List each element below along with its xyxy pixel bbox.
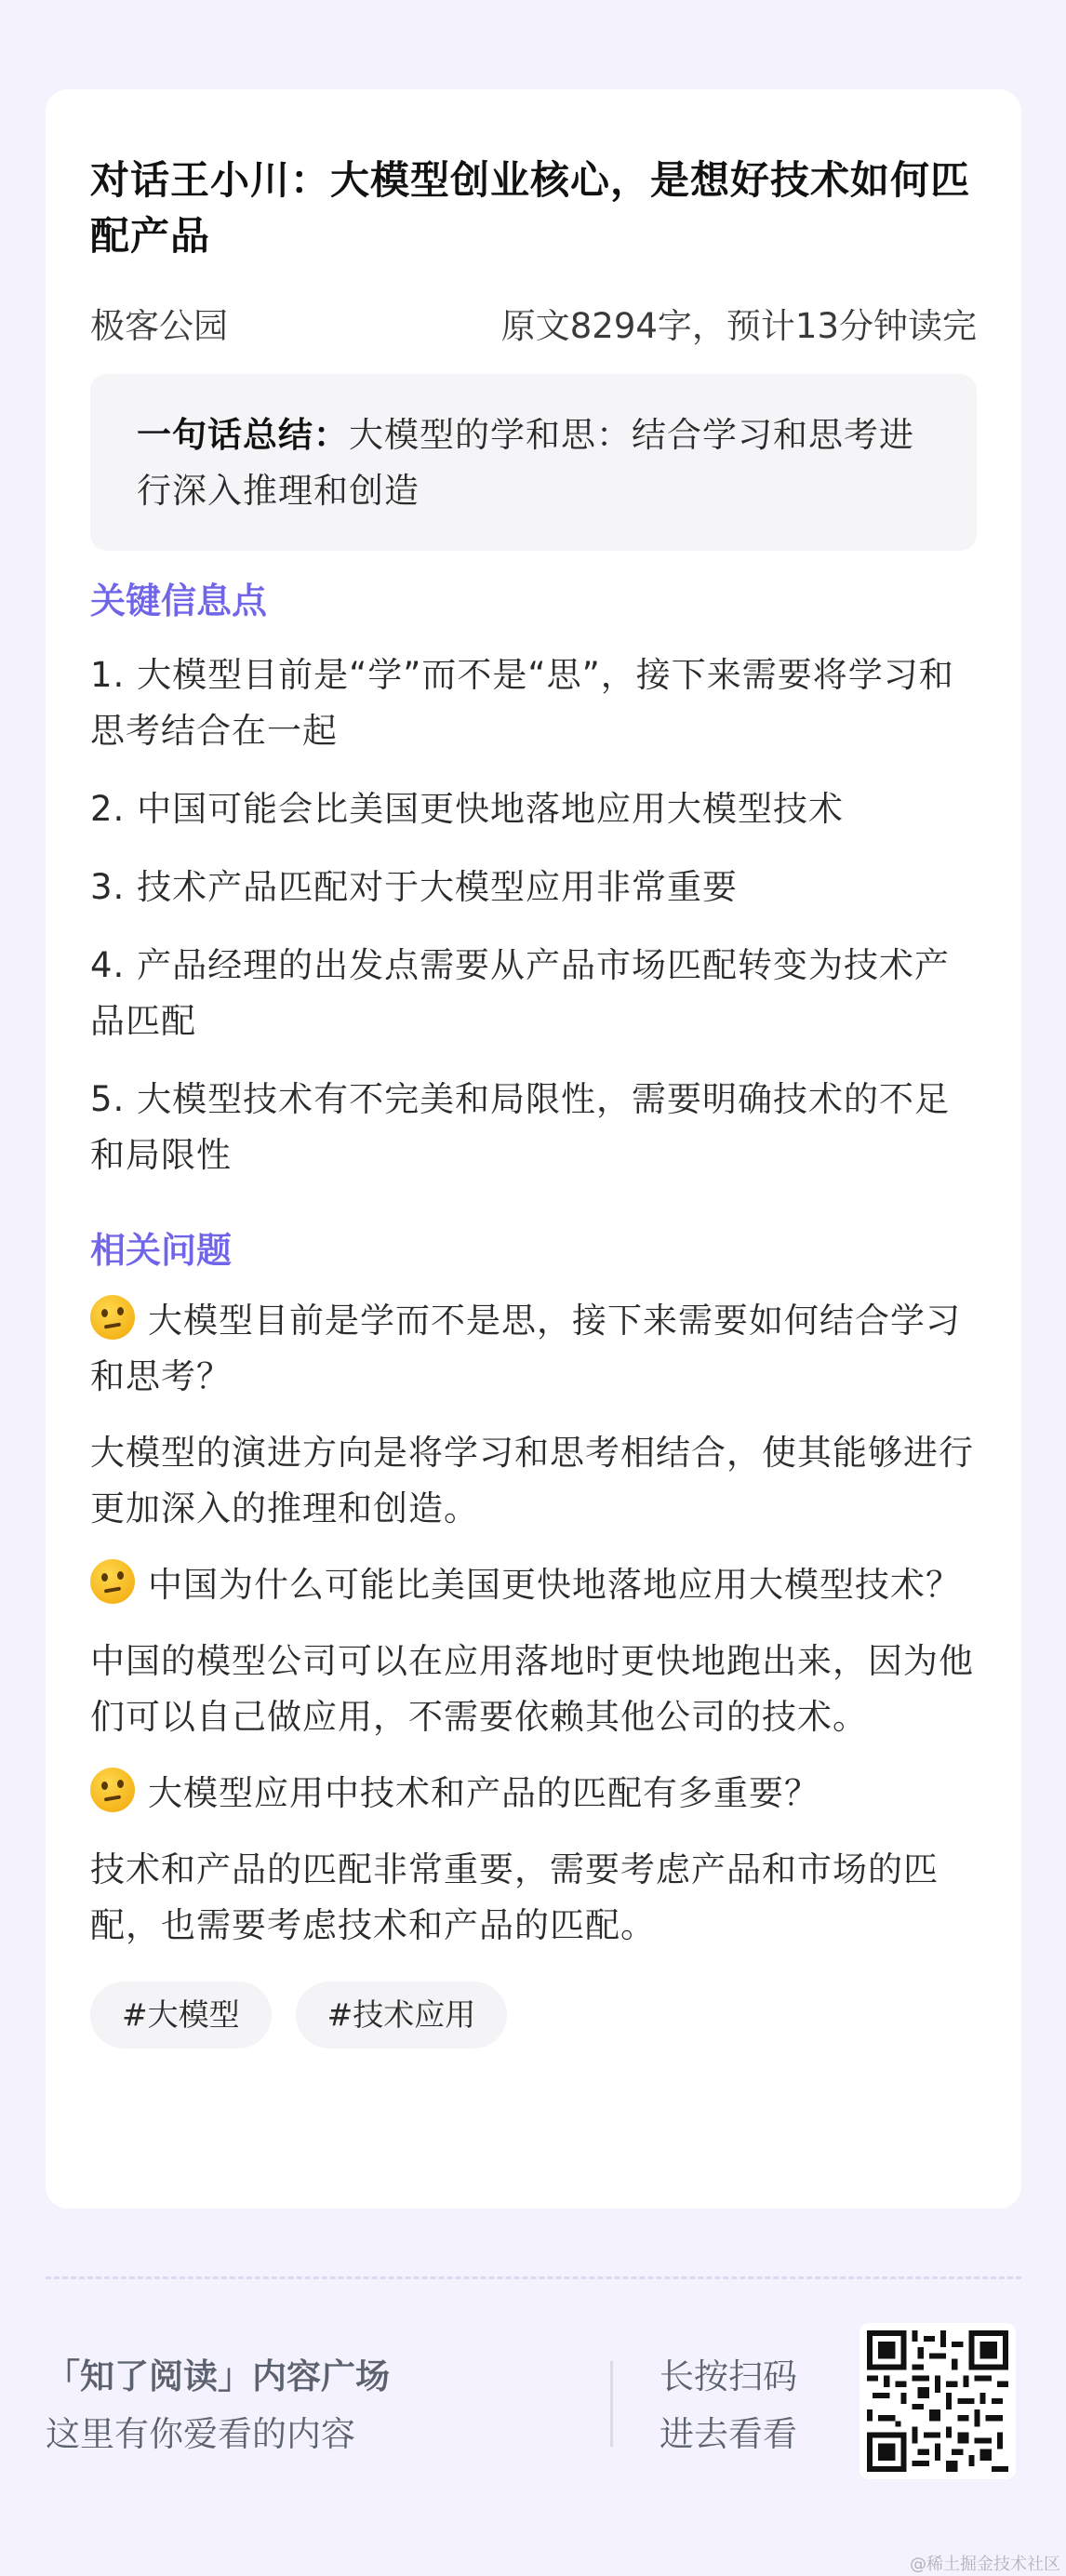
key-point-item: 2. 中国可能会比美国更快地落地应用大模型技术 [90,789,845,829]
key-point-item: 3. 技术产品匹配对于大模型应用非常重要 [90,867,739,907]
question-text: 中国为什么可能比美国更快地落地应用大模型技术？ [148,1565,961,1605]
one-line-summary [90,374,977,551]
question-item[interactable] [90,1766,977,1822]
question-text: 大模型目前是学而不是思，接下来需要如何结合学习和思考？ [90,1301,961,1396]
summary-card [46,89,1021,2209]
dashed-divider [46,2276,1021,2279]
tag-list [90,1982,977,2049]
related-questions-list [90,1293,977,1954]
answer-text: 技术和产品的匹配非常重要，需要考虑产品和市场的匹配，也需要考虑技术和产品的匹配。 [90,1849,939,1945]
watermark: @稀土掘金技术社区 [910,2555,1060,2574]
key-point-item: 1. 大模型目前是“学”而不是“思”，接下来需要将学习和思考结合在一起 [90,655,954,751]
thinking-face-icon [90,1768,135,1812]
tag-chip[interactable]: #技术应用 [296,1982,508,2049]
thinking-face-icon [90,1295,135,1340]
summary-label: 一句话总结： [137,415,349,455]
key-points-list [90,647,977,1183]
scan-hint-line1: 长按扫码 [660,2356,797,2396]
footer-separator [610,2361,613,2447]
scan-hint-line2: 进去看看 [660,2414,797,2454]
footer-brand: 「知了阅读」内容广场 [46,2356,390,2396]
key-point-item: 4. 产品经理的出发点需要从产品市场匹配转变为技术产品匹配 [90,945,951,1041]
key-point-item: 5. 大模型技术有不完美和局限性，需要明确技术的不足和局限性 [90,1079,951,1175]
tag-chip[interactable]: #大模型 [90,1982,272,2049]
article-meta [90,303,977,350]
article-source: 极客公园 [90,306,228,346]
qr-code-icon[interactable] [859,2323,1016,2479]
key-points-heading: 关键信息点 [90,581,268,621]
related-questions-heading: 相关问题 [90,1230,233,1271]
qr-code-graphic [867,2330,1008,2472]
question-item[interactable] [90,1557,977,1613]
answer-text: 中国的模型公司可以在应用落地时更快地跑出来，因为他们可以自己做应用，不需要依赖其他公司的技术。 [90,1641,974,1737]
footer-tagline: 这里有你爱看的内容 [46,2414,355,2454]
footer-brand-block [46,2351,390,2461]
answer-text: 大模型的演进方向是将学习和思考相结合，使其能够进行更加深入的推理和创造。 [90,1433,974,1528]
question-item[interactable] [90,1293,977,1405]
summary-text: 大模型的学和思：结合学习和思考进行深入推理和创造 [137,415,914,511]
reading-info: 原文8294字，预计13分钟读完 [500,306,977,346]
question-text: 大模型应用中技术和产品的匹配有多重要？ [148,1773,819,1813]
scan-hint [660,2351,797,2461]
thinking-face-icon [90,1559,135,1604]
article-title: 对话王小川：大模型创业核心，是想好技术如何匹配产品 [90,157,971,259]
